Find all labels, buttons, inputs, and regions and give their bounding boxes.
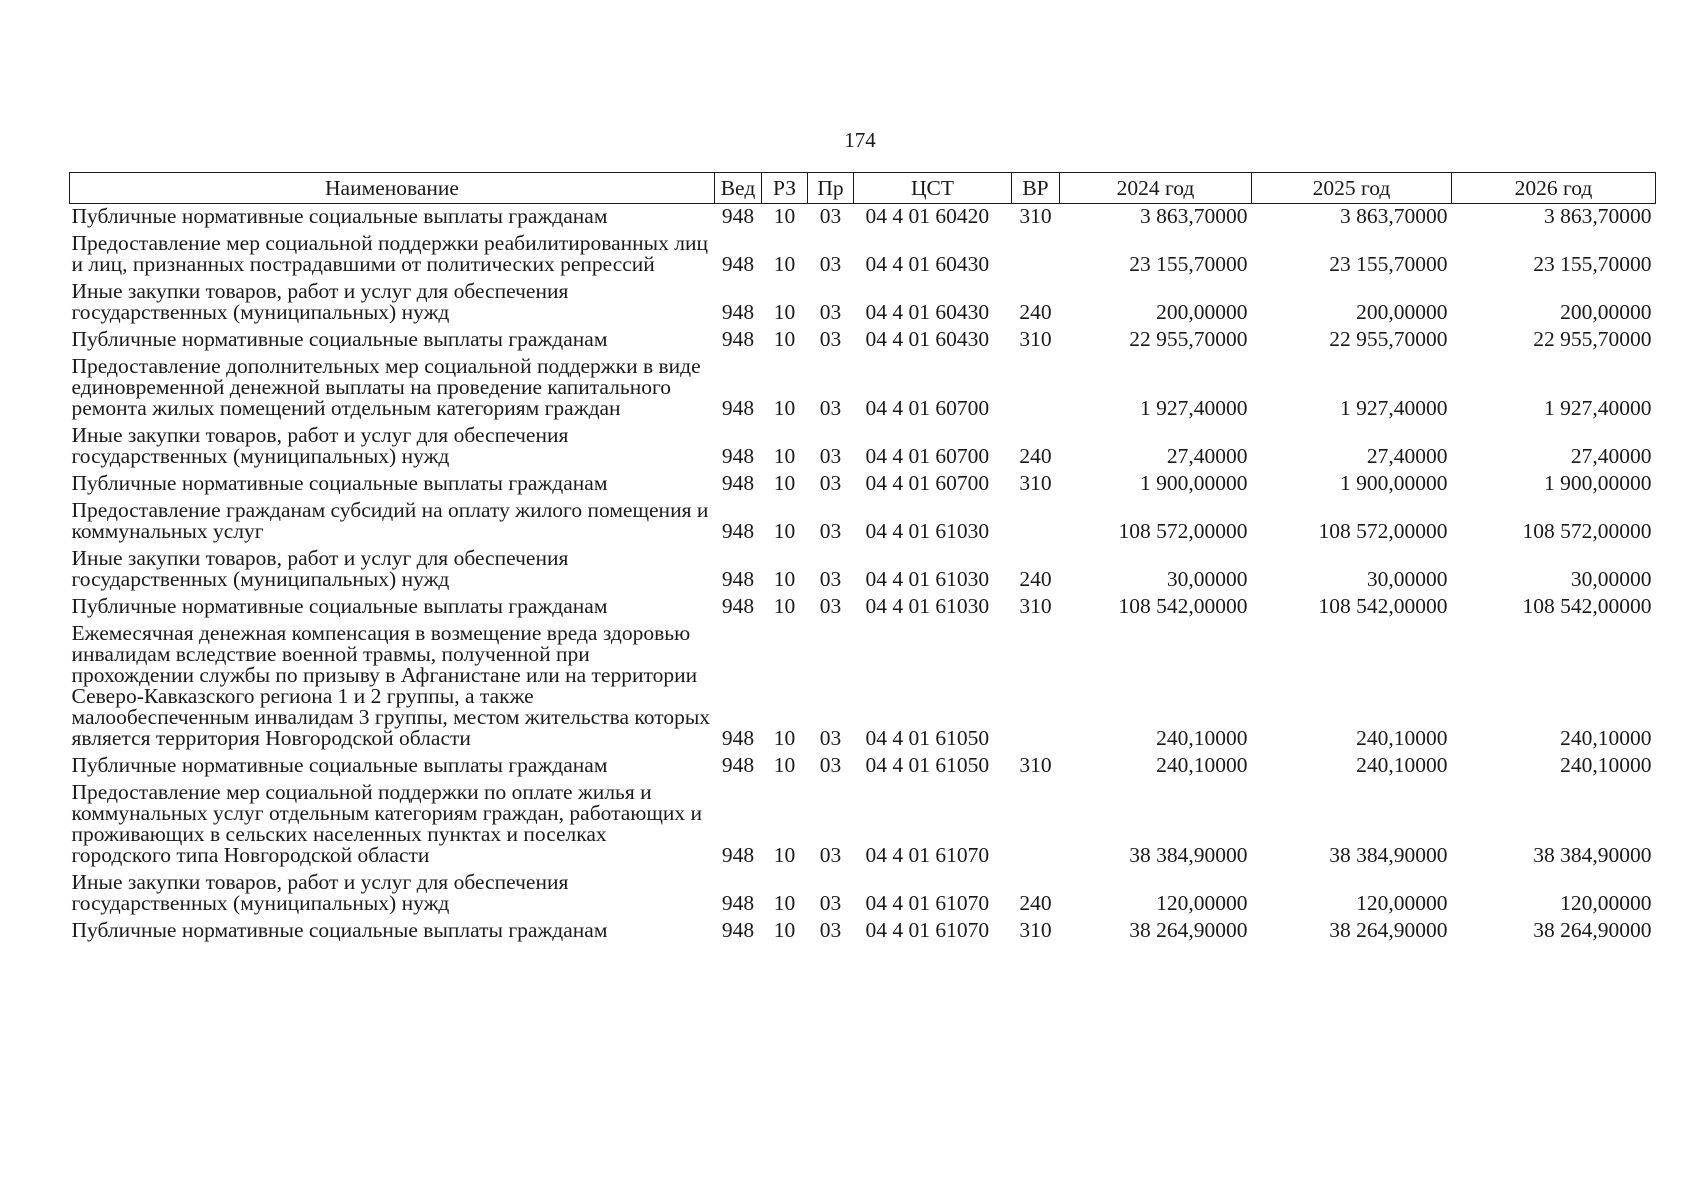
row-pr: 03 — [819, 471, 842, 495]
row-rz: 10 — [773, 918, 796, 942]
row-amount-2025: 120,00000 — [1356, 891, 1448, 915]
row-rz: 10 — [773, 300, 796, 324]
row-vr: 240 — [1019, 300, 1052, 324]
row-rz: 10 — [773, 726, 796, 750]
row-amount-2026: 240,10000 — [1560, 753, 1652, 777]
row-cst: 04 4 01 61050 — [865, 726, 990, 750]
row-ved: 948 — [721, 396, 755, 420]
row-amount-2024: 120,00000 — [1156, 891, 1248, 915]
row-amount-2026: 23 155,70000 — [1533, 252, 1652, 276]
header-name: Наименование — [70, 173, 715, 204]
row-name: Иные закупки товаров, работ и услуг для обеспечения государственных (муниципальных) нужд — [71, 546, 569, 591]
row-pr: 03 — [819, 519, 842, 543]
row-vr: 240 — [1019, 567, 1052, 591]
table-row — [70, 327, 1656, 354]
row-vr: 310 — [1019, 594, 1052, 618]
row-amount-2026: 108 542,00000 — [1522, 594, 1652, 618]
row-amount-2024: 108 572,00000 — [1118, 519, 1248, 543]
row-pr: 03 — [819, 726, 842, 750]
row-pr: 03 — [819, 567, 842, 591]
row-amount-2026: 1 900,00000 — [1544, 471, 1652, 495]
row-amount-2026: 200,00000 — [1560, 300, 1652, 324]
row-vr: 310 — [1019, 204, 1052, 228]
row-amount-2026: 30,00000 — [1570, 567, 1652, 591]
row-name: Предоставление мер социальной поддержки по оплате жилья и коммунальных услуг отдельным категориям граждан, работающих и проживающих в сельских населенных пунктах и поселках городского типа Новгородской области — [71, 780, 703, 867]
row-rz: 10 — [773, 444, 796, 468]
row-vr: 310 — [1019, 471, 1052, 495]
row-vr — [1012, 780, 1060, 870]
row-amount-2026: 240,10000 — [1560, 726, 1652, 750]
row-vr: 310 — [1019, 753, 1052, 777]
header-2025: 2025 год — [1252, 173, 1452, 204]
table-row — [70, 870, 1656, 918]
row-amount-2024: 108 542,00000 — [1118, 594, 1248, 618]
row-vr: 240 — [1019, 891, 1052, 915]
table-row — [70, 780, 1656, 870]
row-amount-2025: 3 863,70000 — [1340, 204, 1448, 228]
table-header — [70, 173, 1656, 204]
row-name: Публичные нормативные социальные выплаты гражданам — [71, 327, 608, 351]
row-amount-2025: 30,00000 — [1366, 567, 1448, 591]
table-row — [70, 354, 1656, 423]
row-amount-2025: 1 900,00000 — [1340, 471, 1448, 495]
table-row — [70, 621, 1656, 753]
row-ved: 948 — [721, 843, 755, 867]
table-row — [70, 594, 1656, 621]
row-amount-2024: 38 264,90000 — [1129, 918, 1248, 942]
row-amount-2026: 27,40000 — [1570, 444, 1652, 468]
header-2026: 2026 год — [1452, 173, 1656, 204]
row-name: Предоставление дополнительных мер социальной поддержки в виде единовременной денежной выплаты на проведение капитального ремонта жилых помещений отдельным категориям граждан — [71, 354, 701, 420]
row-vr — [1012, 354, 1060, 423]
row-ved: 948 — [721, 252, 755, 276]
row-cst: 04 4 01 60430 — [865, 252, 990, 276]
row-amount-2024: 30,00000 — [1166, 567, 1248, 591]
page-number: 174 — [844, 128, 876, 152]
table-body — [70, 204, 1656, 946]
row-pr: 03 — [819, 252, 842, 276]
row-pr: 03 — [819, 594, 842, 618]
row-amount-2024: 240,10000 — [1156, 726, 1248, 750]
row-vr: 310 — [1019, 327, 1052, 351]
row-cst: 04 4 01 61070 — [865, 918, 990, 942]
row-vr: 240 — [1019, 444, 1052, 468]
row-amount-2026: 1 927,40000 — [1544, 396, 1652, 420]
row-pr: 03 — [819, 327, 842, 351]
row-amount-2025: 240,10000 — [1356, 726, 1448, 750]
row-amount-2024: 22 955,70000 — [1129, 327, 1248, 351]
row-ved: 948 — [721, 300, 755, 324]
row-ved: 948 — [721, 327, 755, 351]
row-amount-2026: 38 264,90000 — [1533, 918, 1652, 942]
row-rz: 10 — [773, 252, 796, 276]
row-name: Иные закупки товаров, работ и услуг для обеспечения государственных (муниципальных) нужд — [71, 423, 569, 468]
row-amount-2025: 38 384,90000 — [1329, 843, 1448, 867]
row-cst: 04 4 01 60700 — [865, 444, 990, 468]
row-amount-2024: 38 384,90000 — [1129, 843, 1248, 867]
row-cst: 04 4 01 60700 — [865, 471, 990, 495]
row-name: Предоставление гражданам субсидий на оплату жилого помещения и коммунальных услуг — [71, 498, 709, 543]
row-ved: 948 — [721, 753, 755, 777]
row-rz: 10 — [773, 891, 796, 915]
row-cst: 04 4 01 60420 — [865, 204, 990, 228]
table-row — [70, 231, 1656, 279]
row-cst: 04 4 01 61030 — [865, 519, 990, 543]
row-cst: 04 4 01 60430 — [865, 327, 990, 351]
row-rz: 10 — [773, 204, 796, 228]
row-amount-2024: 23 155,70000 — [1129, 252, 1248, 276]
row-name: Публичные нормативные социальные выплаты гражданам — [71, 471, 608, 495]
row-amount-2025: 38 264,90000 — [1329, 918, 1448, 942]
header-ved: Вед — [715, 173, 762, 204]
row-amount-2025: 108 572,00000 — [1318, 519, 1448, 543]
row-name: Публичные нормативные социальные выплаты гражданам — [71, 918, 608, 942]
row-cst: 04 4 01 61050 — [865, 753, 990, 777]
table-row — [70, 204, 1656, 232]
table-row — [70, 918, 1656, 945]
row-pr: 03 — [819, 753, 842, 777]
row-amount-2025: 1 927,40000 — [1340, 396, 1448, 420]
row-name: Публичные нормативные социальные выплаты гражданам — [71, 204, 608, 228]
row-cst: 04 4 01 60430 — [865, 300, 990, 324]
row-vr — [1012, 498, 1060, 546]
row-amount-2024: 200,00000 — [1156, 300, 1248, 324]
table-row — [70, 279, 1656, 327]
header-2024: 2024 год — [1060, 173, 1252, 204]
row-ved: 948 — [721, 726, 755, 750]
row-amount-2025: 108 542,00000 — [1318, 594, 1448, 618]
header-rz: РЗ — [762, 173, 808, 204]
row-ved: 948 — [721, 471, 755, 495]
header-row — [70, 173, 1656, 204]
row-amount-2024: 1 927,40000 — [1140, 396, 1248, 420]
row-rz: 10 — [773, 753, 796, 777]
header-pr: Пр — [808, 173, 854, 204]
row-ved: 948 — [721, 204, 755, 228]
row-amount-2025: 23 155,70000 — [1329, 252, 1448, 276]
row-ved: 948 — [721, 594, 755, 618]
row-pr: 03 — [819, 204, 842, 228]
row-cst: 04 4 01 61030 — [865, 567, 990, 591]
row-name: Ежемесячная денежная компенсация в возмещение вреда здоровью инвалидам вследствие военной травмы, полученной при прохождении службы по призыву в Афганистане или на территории Северо-Кавказского региона 1 и 2 группы, а также малообеспеченным инвалидам 3 группы, местом жительства которых является территория Новгородской области — [71, 621, 711, 750]
row-amount-2026: 22 955,70000 — [1533, 327, 1652, 351]
row-amount-2025: 200,00000 — [1356, 300, 1448, 324]
row-amount-2025: 22 955,70000 — [1329, 327, 1448, 351]
row-name: Публичные нормативные социальные выплаты гражданам — [71, 594, 608, 618]
row-rz: 10 — [773, 594, 796, 618]
row-amount-2025: 27,40000 — [1366, 444, 1448, 468]
row-rz: 10 — [773, 519, 796, 543]
row-amount-2024: 3 863,70000 — [1140, 204, 1248, 228]
row-ved: 948 — [721, 444, 755, 468]
row-pr: 03 — [819, 300, 842, 324]
table-row — [70, 753, 1656, 780]
row-cst: 04 4 01 61070 — [865, 843, 990, 867]
row-pr: 03 — [819, 918, 842, 942]
table-row — [70, 498, 1656, 546]
row-ved: 948 — [721, 567, 755, 591]
row-vr: 310 — [1019, 918, 1052, 942]
row-cst: 04 4 01 60700 — [865, 396, 990, 420]
row-rz: 10 — [773, 567, 796, 591]
row-vr — [1012, 621, 1060, 753]
row-rz: 10 — [773, 327, 796, 351]
row-amount-2024: 1 900,00000 — [1140, 471, 1248, 495]
row-pr: 03 — [819, 444, 842, 468]
budget-table — [69, 172, 1656, 945]
row-rz: 10 — [773, 843, 796, 867]
header-cst: ЦСТ — [854, 173, 1012, 204]
table-row — [70, 546, 1656, 594]
row-amount-2026: 120,00000 — [1560, 891, 1652, 915]
row-amount-2026: 108 572,00000 — [1522, 519, 1652, 543]
row-name: Предоставление мер социальной поддержки реабилитированных лиц и лиц, признанных пострадавшими от политических репрессий — [71, 231, 708, 276]
row-ved: 948 — [721, 519, 755, 543]
row-amount-2025: 240,10000 — [1356, 753, 1448, 777]
row-amount-2024: 27,40000 — [1166, 444, 1248, 468]
row-amount-2024: 240,10000 — [1156, 753, 1248, 777]
row-cst: 04 4 01 61030 — [865, 594, 990, 618]
row-amount-2026: 38 384,90000 — [1533, 843, 1652, 867]
row-pr: 03 — [819, 843, 842, 867]
row-name: Публичные нормативные социальные выплаты гражданам — [71, 753, 608, 777]
row-ved: 948 — [721, 891, 755, 915]
row-vr — [1012, 231, 1060, 279]
row-rz: 10 — [773, 471, 796, 495]
table-row — [70, 423, 1656, 471]
row-pr: 03 — [819, 891, 842, 915]
row-amount-2026: 3 863,70000 — [1544, 204, 1652, 228]
header-vr: ВР — [1012, 173, 1060, 204]
row-name: Иные закупки товаров, работ и услуг для обеспечения государственных (муниципальных) нужд — [71, 279, 569, 324]
row-cst: 04 4 01 61070 — [865, 891, 990, 915]
table-row — [70, 471, 1656, 498]
row-name: Иные закупки товаров, работ и услуг для обеспечения государственных (муниципальных) нужд — [71, 870, 569, 915]
row-pr: 03 — [819, 396, 842, 420]
row-rz: 10 — [773, 396, 796, 420]
row-ved: 948 — [721, 918, 755, 942]
